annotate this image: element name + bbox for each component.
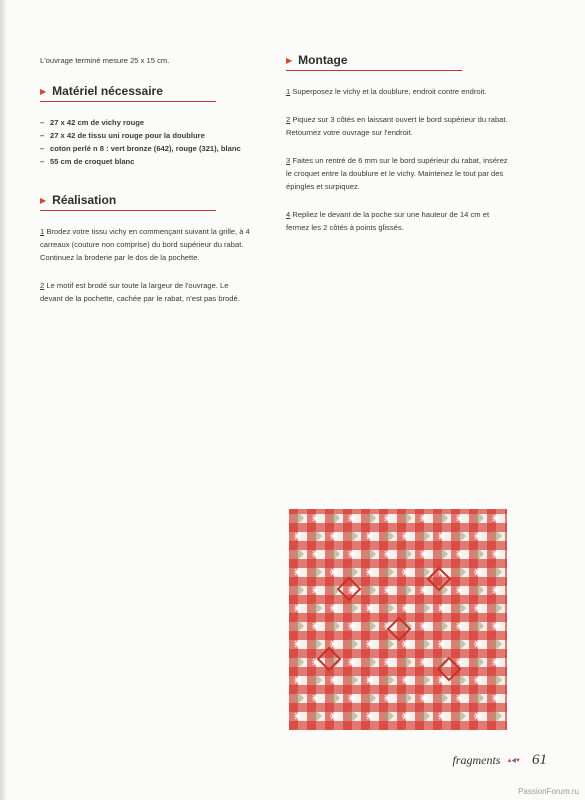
list-item: – coton perlé n 8 : vert bronze (642), rouge (321), blanc	[40, 144, 241, 153]
step-number: 1	[286, 87, 291, 96]
materials-heading	[40, 85, 216, 102]
list-item: – 55 cm de croquet blanc	[40, 157, 135, 166]
list-item: – 27 x 42 de tissu uni rouge pour la doublure	[40, 131, 205, 140]
intro-text: L'ouvrage terminé mesure 25 x 15 cm.	[40, 56, 170, 65]
realisation-step-1: 1 Brodez votre tissu vichy en commençant suivant la grille, à 4 carreaux (couture non comprise) du bord supérieur du rabat. Continuez la broderie par le dos de la pochette.	[40, 227, 250, 262]
realisation-heading-title: Réalisation	[52, 193, 117, 207]
triangle-right-icon: ▶	[40, 195, 47, 205]
list-item: – 27 x 42 cm de vichy rouge	[40, 118, 145, 127]
embroidered-gingham-photo	[289, 509, 507, 730]
montage-heading-title: Montage	[298, 53, 348, 67]
montage-step-3: 3 Faites un rentré de 6 mm sur le bord supérieur du rabat, insérez le croquet entre la doublure et le vichy. Maintenez le tout par des épingles et surpiquez.	[286, 156, 508, 191]
step-number: 1	[40, 227, 45, 236]
left-column	[40, 54, 250, 320]
footer-brand: fragments	[452, 753, 501, 767]
page-binding-shadow	[0, 0, 6, 800]
page-number: 61	[532, 752, 547, 768]
realisation-step-2: 2 Le motif est brodé sur toute la largeur de l'ouvrage. Le devant de la pochette, cachée par le rabat, n'est pas brodé.	[40, 281, 240, 303]
montage-step-1: 1 Superposez le vichy et la doublure, endroit contre endroit.	[286, 87, 487, 96]
step-number: 2	[40, 281, 45, 290]
watermark: PassionForum.ru	[518, 787, 579, 796]
triangle-right-icon: ▶	[286, 55, 293, 65]
materials-heading-title: Matériel nécessaire	[52, 84, 163, 98]
montage-heading	[286, 54, 462, 71]
step-number: 3	[286, 156, 291, 165]
step-number: 2	[286, 115, 291, 124]
realisation-heading	[40, 194, 216, 211]
arrows-ornament-icon: ▲◀▼	[506, 758, 520, 764]
embroidery-pattern-illustration	[289, 509, 507, 730]
materials-list	[40, 116, 250, 168]
montage-step-4: 4 Repliez le devant de la poche sur une hauteur de 14 cm et fermez les 2 côtés à points glissés.	[286, 210, 490, 232]
montage-step-2: 2 Piquez sur 3 côtés en laissant ouvert le bord supérieur du rabat. Retournez votre ouvrage sur l'endroit.	[286, 115, 508, 137]
triangle-right-icon: ▶	[40, 86, 47, 96]
right-column	[286, 54, 508, 249]
page-footer	[452, 752, 547, 769]
step-number: 4	[286, 210, 291, 219]
